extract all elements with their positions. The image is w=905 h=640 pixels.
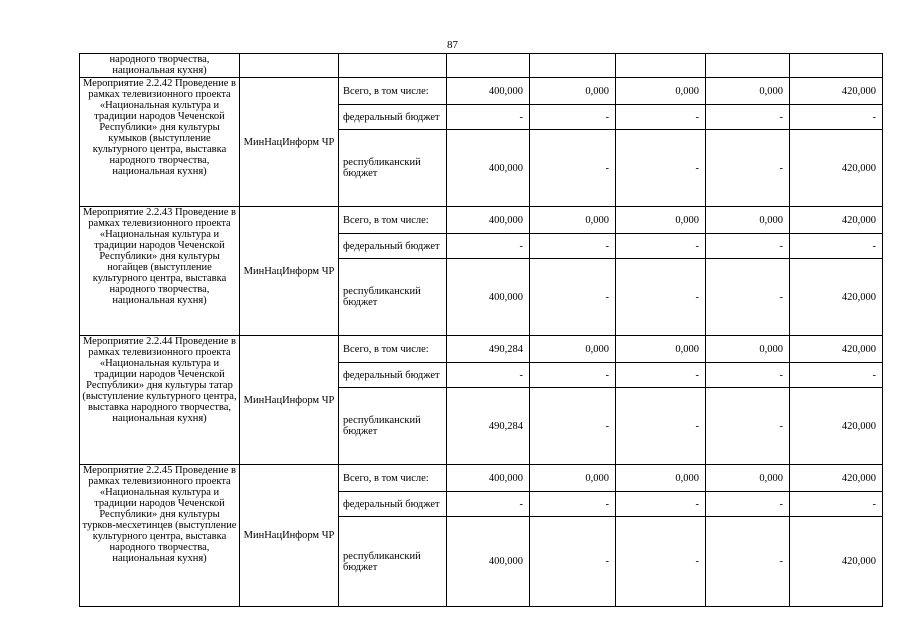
amount-cell: - [616,234,706,259]
amount-cell: 400,000 [447,259,530,336]
amount-cell: 0,000 [616,78,706,105]
amount-cell: - [530,234,616,259]
amount-cell: - [530,363,616,388]
amount-cell: 0,000 [530,78,616,105]
source-federal: федеральный бюджет [339,363,447,388]
source-republic: республиканский бюджет [339,388,447,465]
table-row [80,207,883,234]
amount-cell: - [616,105,706,130]
amount-cell: - [790,363,883,388]
amount-cell: 0,000 [530,465,616,492]
amount-cell: - [790,105,883,130]
amount-cell: 0,000 [530,336,616,363]
amount-cell: - [530,492,616,517]
amount-cell: 0,000 [616,207,706,234]
empty-cell [447,54,530,78]
amount-cell: - [706,259,790,336]
amount-cell: 420,000 [790,388,883,465]
amount-cell: 420,000 [790,259,883,336]
source-federal: федеральный бюджет [339,105,447,130]
amount-cell: - [706,105,790,130]
source-total: Всего, в том числе: [339,336,447,363]
event-description: Мероприятие 2.2.42 Проведение в рамках телевизионного проекта «Национальная культура и традиции народов Чеченской Республики» дня культуры кумыков (выступление культурного центра, выставка народного творчества, национальная кухня) [80,78,240,207]
amount-cell: 420,000 [790,130,883,207]
amount-cell: - [616,492,706,517]
amount-cell: 0,000 [706,465,790,492]
amount-cell: - [706,130,790,207]
amount-cell: 0,000 [706,78,790,105]
amount-cell: - [706,234,790,259]
amount-cell: - [530,517,616,607]
empty-cell [706,54,790,78]
amount-cell: - [706,388,790,465]
amount-cell: - [447,492,530,517]
source-republic: республиканский бюджет [339,259,447,336]
source-total: Всего, в том числе: [339,78,447,105]
amount-cell: 0,000 [616,336,706,363]
amount-cell: - [447,234,530,259]
event-description: Мероприятие 2.2.44 Проведение в рамках телевизионного проекта «Национальная культура и традиции народов Чеченской Республики» дня культуры татар (выступление культурного центра, выставка народного творчества, национальная кухня) [80,336,240,465]
empty-cell [530,54,616,78]
source-republic: республиканский бюджет [339,130,447,207]
table-row [80,465,883,492]
table-row-continuation [80,54,883,78]
source-total: Всего, в том числе: [339,207,447,234]
responsible-org: МинНацИнформ ЧР [240,78,339,207]
amount-cell: 400,000 [447,78,530,105]
amount-cell: - [530,388,616,465]
amount-cell: 400,000 [447,130,530,207]
empty-cell [240,54,339,78]
amount-cell: - [530,105,616,130]
amount-cell: 0,000 [616,465,706,492]
event-description: Мероприятие 2.2.43 Проведение в рамках телевизионного проекта «Национальная культура и традиции народов Чеченской Республики» дня культуры ногайцев (выступление культурного центра, выставка народного творчества, национальная кухня) [80,207,240,336]
source-federal: федеральный бюджет [339,234,447,259]
table-row [80,336,883,363]
budget-table [79,53,883,607]
amount-cell: - [616,130,706,207]
amount-cell: 420,000 [790,517,883,607]
amount-cell: 0,000 [706,336,790,363]
amount-cell: 0,000 [530,207,616,234]
empty-cell [616,54,706,78]
amount-cell: - [790,492,883,517]
page-number: 87 [447,39,458,51]
amount-cell: 490,284 [447,336,530,363]
responsible-org: МинНацИнформ ЧР [240,207,339,336]
source-republic: республиканский бюджет [339,517,447,607]
amount-cell: - [706,492,790,517]
amount-cell: 420,000 [790,78,883,105]
amount-cell: - [616,517,706,607]
amount-cell: - [447,105,530,130]
amount-cell: 400,000 [447,465,530,492]
amount-cell: 420,000 [790,207,883,234]
amount-cell: 420,000 [790,336,883,363]
source-total: Всего, в том числе: [339,465,447,492]
amount-cell: - [706,363,790,388]
amount-cell: - [530,130,616,207]
amount-cell: 490,284 [447,388,530,465]
source-federal: федеральный бюджет [339,492,447,517]
responsible-org: МинНацИнформ ЧР [240,465,339,607]
amount-cell: - [616,259,706,336]
amount-cell: 420,000 [790,465,883,492]
amount-cell: 400,000 [447,517,530,607]
amount-cell: 0,000 [706,207,790,234]
empty-cell [339,54,447,78]
amount-cell: - [790,234,883,259]
empty-cell [790,54,883,78]
amount-cell: - [616,388,706,465]
table-row [80,78,883,105]
amount-cell: - [447,363,530,388]
responsible-org: МинНацИнформ ЧР [240,336,339,465]
amount-cell: 400,000 [447,207,530,234]
event-description: Мероприятие 2.2.45 Проведение в рамках телевизионного проекта «Национальная культура и традиции народов Чеченской Республики» дня культуры турков-месхетинцев (выступление культурного центра, выставка народного творчества, национальная кухня) [80,465,240,607]
amount-cell: - [616,363,706,388]
event-description: народного творчества, национальная кухня) [80,54,240,78]
amount-cell: - [530,259,616,336]
amount-cell: - [706,517,790,607]
